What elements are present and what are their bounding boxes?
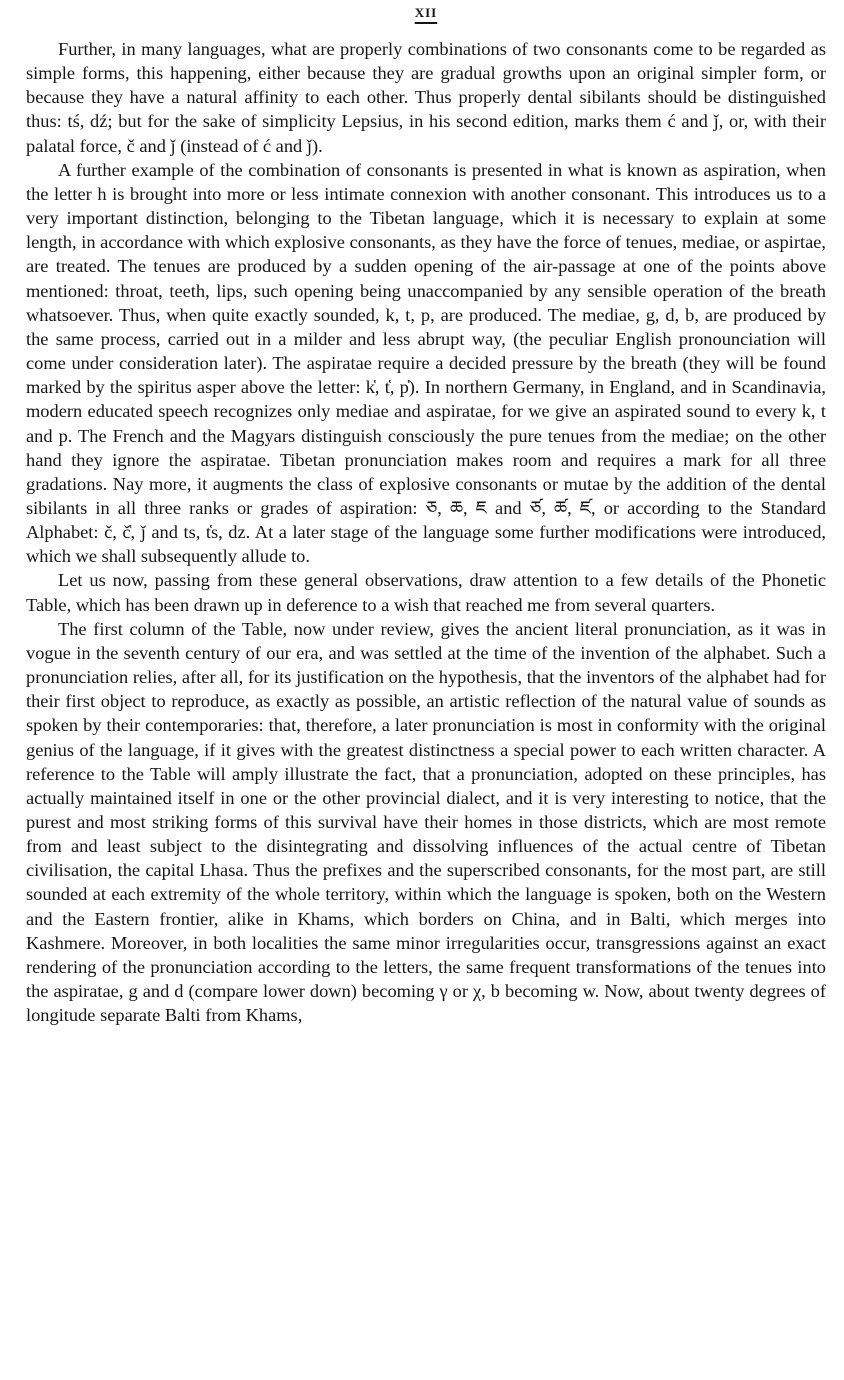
paragraph-consonant-combinations: Further, in many languages, what are properly combinations of two consonants come to be regarded as simple forms, this happening, either because they are gradual growths upon an original simpler form, or because they have a natural affinity to each other. Thus properly dental sibilants should be distinguished thus: tś, dź; but for the sake of simplicity Lepsius, in his second edition, marks them ć and ǰ, or, with their palatal force, č and ǰ (instead of ć and ǰ). [26, 39, 826, 156]
paragraph-phonetic-table-intro: Let us now, passing from these general observations, draw attention to a few details of the Phonetic Table, which has been drawn up in deference to a wish that reached me from several quarters. [26, 570, 826, 615]
paragraph-aspiration: A further example of the combination of consonants is presented in what is known as aspiration, when the letter h is brought into more or less intimate connexion with another consonant. This introduces us to a very important distinction, belonging to the Tibetan language, which it is necessary to explain at some length, in accordance with which explosive consonants, as they have the force of tenues, mediae, or aspirtae, are treated. The tenues are produced by a sudden opening of the air-passage at one of the points above mentioned: throat, teeth, lips, such opening being unaccompanied by any sensible operation of the breath whatsoever. Thus, when quite exactly sounded, k, t, p, are produced. The mediae, g, d, b, are produced by the same process, carried out in a milder and less abrupt way, (the peculiar English pronounciation will come under consideration later). The aspiratae require a decided pressure by the breath (they will be found marked by the spiritus asper above the letter: k̔, t̔, p̔). In northern Germany, in England, and in Scandinavia, modern educated speech recognizes only mediae and aspiratae, for we give an aspirated sound to every k, t and p. The French and the Magyars distinguish consciously the pure tenues from the mediae; on the other hand they ignore the aspiratae. Tibetan pronunciation makes room and requires a mark for all three gradations. Nay more, it augments the class of explosive consonants or mutae by the addition of the dental sibilants in all three ranks or grades of aspiration: ཅ, ཆ, ཇ and ཙ, ཚ, ཛ, or according to the Standard Alphabet: č, č̔, ǰ and ts, t̔s, dz. At a later stage of the language some further modifications were introduced, which we shall subsequently allude to. [26, 159, 826, 567]
page-number: XII [414, 5, 438, 20]
paragraph-first-column: The first column of the Table, now under review, gives the ancient literal pronunciation, as it was in vogue in the seventh century of our era, and was settled at the time of the invention of the alphabet. Such a pronunciation relies, after all, for its justification on the hypothesis, that the inventors of the alphabet had for their first object to reproduce, as exactly as possible, an artistic reflection of the natural value of sounds as spoken by their contemporaries: that, therefore, a later pronunciation is most in conformity with the original genius of the language, if it gives with the greatest distinctness a special power to each written character. A reference to the Table will amply illustrate the fact, that a pronunciation, adopted on these principles, has actually maintained itself in one or the other provincial dialect, and it is very interesting to notice, that the purest and most striking forms of this survival have their homes in those districts, which are most remote from and least subject to the disintegrating and dissolving influences of the actual centre of Tibetan civilisation, the capital Lhasa. Thus the prefixes and the superscribed consonants, for the most part, are still sounded at each extremity of the whole territory, within which the language is spoken, both on the Western and the Eastern frontier, alike in Khams, which borders on China, and in Balti, which merges into Kashmere. Moreover, in both localities the same minor irregularities occur, transgressions against an exact rendering of the pronunciation according to the letters, the same frequent transformations of the tenues into the aspiratae, g and d (compare lower down) becoming γ or χ, b becoming w. Now, about twenty degrees of longitude separate Balti from Khams, [26, 618, 826, 1026]
